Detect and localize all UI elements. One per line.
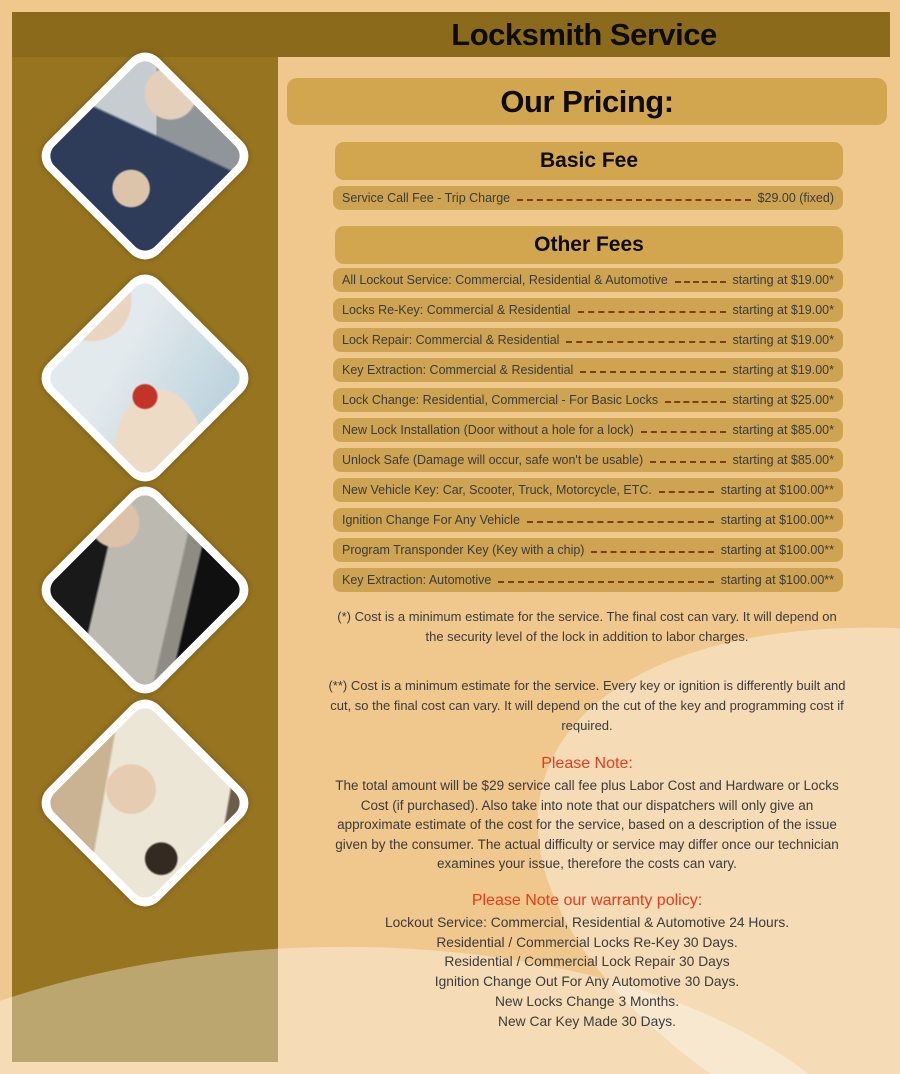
fee-row-service-call xyxy=(333,186,843,210)
fee-label: New Vehicle Key: Car, Scooter, Truck, Motorcycle, ETC. xyxy=(342,483,652,497)
fee-price: starting at $19.00* xyxy=(732,303,834,317)
fee-price: starting at $85.00* xyxy=(732,423,834,437)
fee-label: New Lock Installation (Door without a hole for a lock) xyxy=(342,423,634,437)
fee-row-ignition-change xyxy=(333,508,843,532)
dashed-leader xyxy=(580,371,725,373)
fee-label: Key Extraction: Automotive xyxy=(342,573,492,587)
warranty-item: New Car Key Made 30 Days. xyxy=(498,1013,676,1029)
footnote-single-star: (*) Cost is a minimum estimate for the service. The final cost can vary. It will depend on the security level of the lock in addition to labor charges. xyxy=(337,609,837,644)
our-pricing-label: Our Pricing: xyxy=(500,83,674,119)
warranty-item: Residential / Commercial Locks Re-Key 30 Days. xyxy=(436,934,738,950)
fee-row-transponder-key xyxy=(333,538,843,562)
warranty-policy-list xyxy=(327,913,847,1031)
fee-row-lock-change xyxy=(333,388,843,412)
fee-price: starting at $100.00** xyxy=(720,543,834,557)
fee-row-rekey xyxy=(333,298,843,322)
dashed-leader xyxy=(659,491,714,493)
dashed-leader xyxy=(591,551,713,553)
fee-row-new-vehicle-key xyxy=(333,478,843,502)
fee-row-key-extraction-auto xyxy=(333,568,843,592)
fee-price: starting at $100.00** xyxy=(720,573,834,587)
fee-label: Ignition Change For Any Vehicle xyxy=(342,513,520,527)
dashed-leader xyxy=(641,431,726,433)
warranty-policy-heading: Please Note our warranty policy: xyxy=(471,892,703,909)
fee-price: starting at $100.00** xyxy=(720,513,834,527)
our-pricing-heading xyxy=(287,78,887,125)
fee-price: starting at $25.00* xyxy=(732,393,834,407)
fee-label: Unlock Safe (Damage will occur, safe won't be usable) xyxy=(342,453,644,467)
fee-row-key-extraction-res xyxy=(333,358,843,382)
warranty-item: Lockout Service: Commercial, Residential & Automotive 24 Hours. xyxy=(384,915,790,930)
warranty-item: Ignition Change Out For Any Automotive 30 Days. xyxy=(434,974,740,990)
fee-price: $29.00 (fixed) xyxy=(757,191,834,205)
fee-price: starting at $19.00* xyxy=(732,333,834,347)
fee-price: starting at $85.00* xyxy=(732,453,834,467)
fee-price: starting at $19.00* xyxy=(732,273,834,287)
fee-price: starting at $100.00** xyxy=(720,483,834,497)
dashed-leader xyxy=(650,461,725,463)
dashed-leader xyxy=(498,581,713,583)
fee-row-lockout xyxy=(333,268,843,292)
dashed-leader xyxy=(527,521,714,523)
fee-label: Lock Repair: Commercial & Residential xyxy=(342,333,560,347)
fee-label: Service Call Fee - Trip Charge xyxy=(342,191,511,205)
fee-row-lock-repair xyxy=(333,328,843,352)
basic-fee-title: Basic Fee xyxy=(539,149,639,172)
dashed-leader xyxy=(566,341,725,343)
footnote-double-star: (**) Cost is a minimum estimate for the service. Every key or ignition is differently built and cut, so the final cost can vary. It will depend on the cut of the key and programming cost if required. xyxy=(328,678,846,733)
warranty-item: New Locks Change 3 Months. xyxy=(494,993,680,1009)
other-fees-title: Other Fees xyxy=(534,233,644,256)
dashed-leader xyxy=(665,401,725,403)
fee-label: All Lockout Service: Commercial, Residential & Automotive xyxy=(342,273,668,287)
dashed-leader xyxy=(578,311,726,313)
fee-label: Lock Change: Residential, Commercial - For Basic Locks xyxy=(342,393,659,407)
fee-label: Locks Re-Key: Commercial & Residential xyxy=(342,303,571,317)
fee-row-new-lock-install xyxy=(333,418,843,442)
fee-label: Key Extraction: Commercial & Residential xyxy=(342,363,574,377)
please-note-heading: Please Note: xyxy=(541,755,633,772)
dashed-leader xyxy=(675,281,726,283)
fee-price: starting at $19.00* xyxy=(732,363,834,377)
fee-row-unlock-safe xyxy=(333,448,843,472)
warranty-item: Residential / Commercial Lock Repair 30 Days xyxy=(444,954,730,970)
dashed-leader xyxy=(517,199,750,201)
please-note-body: The total amount will be $29 service call fee plus Labor Cost and Hardware or Locks Cost (if purchased). Also take into note that our dispatchers will only give an approximate estimate of the cost for the service, based on a description of the issue given by the consumer. The actual difficulty or service may differ once our technician examines your issue, therefore the costs can vary. xyxy=(335,778,839,871)
basic-fee-section-header xyxy=(335,142,843,180)
other-fees-section-header xyxy=(335,226,843,264)
fee-label: Program Transponder Key (Key with a chip) xyxy=(342,543,585,557)
page-header-bar xyxy=(12,12,890,57)
page-title: Locksmith Service xyxy=(451,16,717,52)
